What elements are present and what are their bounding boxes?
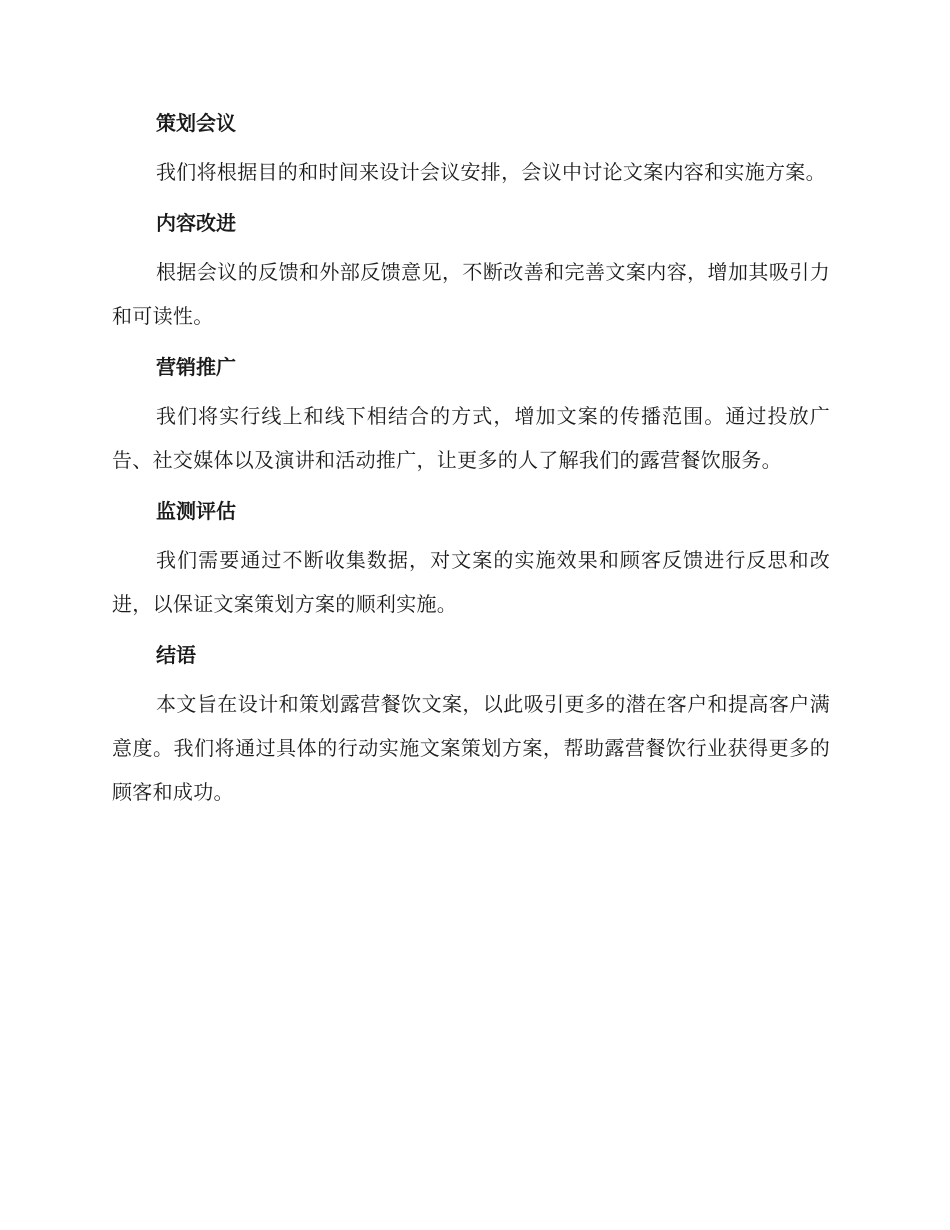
document-page (112, 108, 830, 828)
section-marketing-promotion (112, 352, 830, 482)
section-body: 我们将实行线上和线下相结合的方式，增加文案的传播范围。通过投放广告、社交媒体以及演讲和活动推广，让更多的人了解我们的露营餐饮服务。 (112, 404, 830, 472)
section-content-improvement (112, 208, 830, 338)
section-heading: 监测评估 (156, 499, 236, 523)
section-heading: 营销推广 (156, 355, 236, 379)
section-body: 本文旨在设计和策划露营餐饮文案，以此吸引更多的潜在客户和提高客户满意度。我们将通过具体的行动实施文案策划方案，帮助露营餐饮行业获得更多的顾客和成功。 (112, 692, 830, 804)
section-body: 我们将根据目的和时间来设计会议安排，会议中讨论文案内容和实施方案。 (156, 160, 826, 184)
section-heading: 内容改进 (156, 211, 236, 235)
section-body: 根据会议的反馈和外部反馈意见，不断改善和完善文案内容，增加其吸引力和可读性。 (112, 260, 830, 328)
section-body: 我们需要通过不断收集数据，对文案的实施效果和顾客反馈进行反思和改进，以保证文案策划方案的顺利实施。 (112, 548, 830, 616)
section-heading: 策划会议 (156, 111, 236, 135)
section-heading: 结语 (156, 643, 196, 667)
section-monitoring-evaluation (112, 496, 830, 626)
section-conclusion (112, 640, 830, 814)
section-planning-meeting (112, 108, 830, 194)
